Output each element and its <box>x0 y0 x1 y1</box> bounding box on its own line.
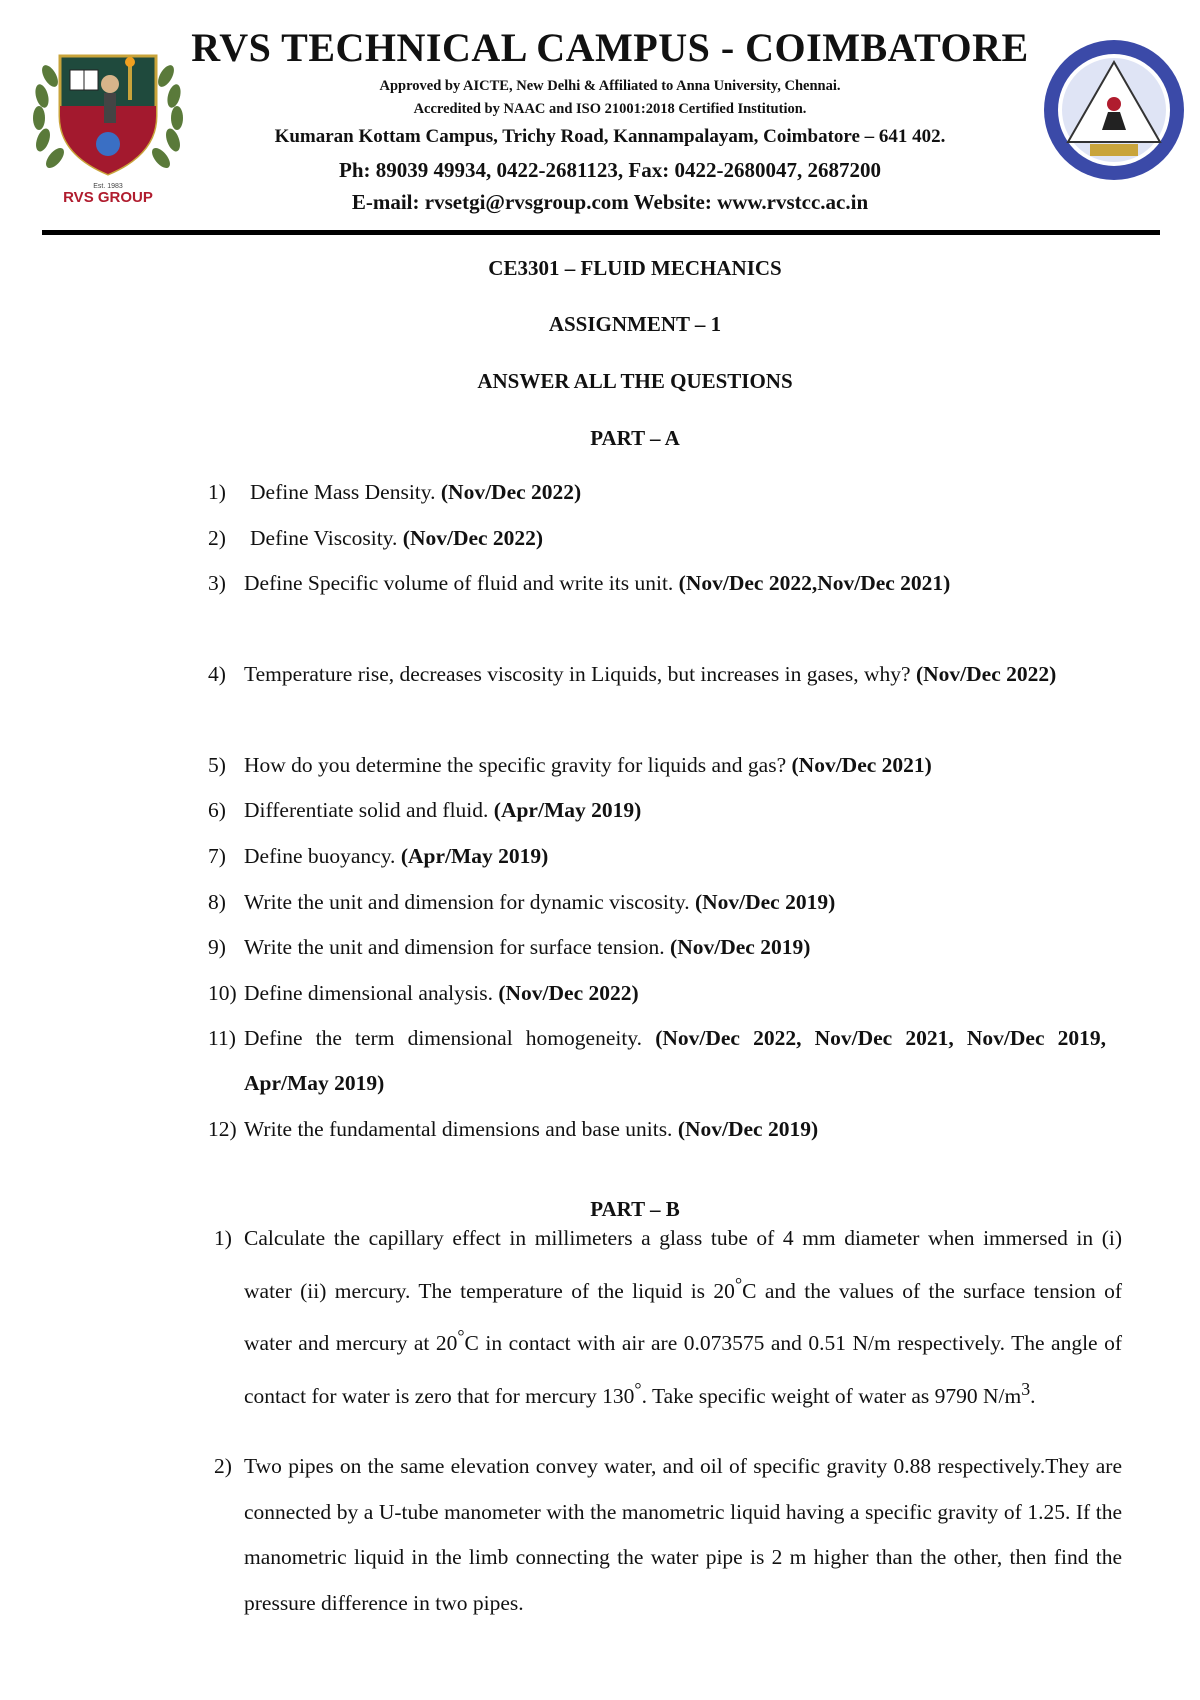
rvs-group-crest-icon <box>28 36 188 206</box>
question-text: Write the unit and dimension for surface tension. <box>244 935 665 959</box>
question-number: 1) <box>208 480 226 504</box>
instruction-line: ANSWER ALL THE QUESTIONS <box>477 369 793 393</box>
degree-symbol: ° <box>634 1378 642 1399</box>
question-years: (Nov/Dec 2022) <box>915 662 1057 686</box>
question-years: (Nov/Dec 2021) <box>791 753 932 777</box>
question-years: (Apr/May 2019) <box>493 798 642 822</box>
question-years: (Nov/Dec 2019) <box>677 1117 819 1141</box>
question-years: (Nov/Dec 2019) <box>670 935 811 959</box>
question-text: Differentiate solid and fluid. <box>244 798 489 822</box>
part-b-title: PART – B <box>590 1197 680 1221</box>
question-number: 9) <box>208 935 226 959</box>
letterhead <box>0 0 1200 232</box>
course-title: CE3301 – FLUID MECHANICS <box>488 256 782 280</box>
assignment-title: ASSIGNMENT – 1 <box>548 312 722 336</box>
college-name: RVS TECHNICAL CAMPUS - COIMBATORE <box>191 25 1029 70</box>
question-text-part: Calculate the capillary effect in millimeters a glass tube of 4 mm diameter when immersed in (i) water (ii) mercury. The temperature of the liquid is 20 <box>244 1226 1122 1303</box>
question-years: (Nov/Dec 2019) <box>694 890 836 914</box>
question-text: Define Specific volume of fluid and write its unit. <box>244 571 674 595</box>
question-years: (Nov/Dec 2022) <box>402 526 544 550</box>
question-number: 3) <box>208 571 226 595</box>
question-number: 5) <box>208 753 226 777</box>
superscript: 3 <box>1021 1378 1031 1399</box>
question-number: 2) <box>214 1454 232 1478</box>
question-text-part: C in contact with air are 0.073575 and 0.51 N/m respectively. The angle of contact for water is zero that for mercury 130 <box>244 1331 1122 1408</box>
phone-line: Ph: 89039 49934, 0422-2681123, Fax: 0422-2680047, 2687200 <box>339 158 881 182</box>
question-years: (Apr/May 2019) <box>400 844 549 868</box>
question-number: 1) <box>214 1226 232 1250</box>
question-text-part: . <box>1030 1383 1036 1408</box>
question-text <box>244 1216 1122 1419</box>
question-number: 11) <box>208 1026 236 1050</box>
question-text: Define buoyancy. <box>244 844 396 868</box>
address-line: Kumaran Kottam Campus, Trichy Road, Kannampalayam, Coimbatore – 641 402. <box>274 126 946 147</box>
question-text: Temperature rise, decreases viscosity in Liquids, but increases in gases, why? <box>244 662 911 686</box>
question-text: Define the term dimensional homogeneity. <box>244 1026 643 1050</box>
question-number: 7) <box>208 844 226 868</box>
question-text: How do you determine the specific gravity for liquids and gas? <box>244 753 787 777</box>
question-text: Two pipes on the same elevation convey water, and oil of specific gravity 0.88 respectively.They are connected by a U-tube manometer with the manometric liquid having a specific gravity of 1.25. If the manometric liquid in the limb connecting the water pipe is 2 m higher than the other, then find the pressure difference in two pipes. <box>244 1454 1122 1615</box>
question-years: (Nov/Dec 2022, Nov/Dec 2021, Nov/Dec 2019, Apr/May 2019) <box>244 1026 1106 1095</box>
question-years: (Nov/Dec 2022) <box>498 981 639 1005</box>
part-a-title: PART – A <box>590 426 680 450</box>
question-number: 10) <box>208 981 237 1005</box>
question-years: (Nov/Dec 2022,Nov/Dec 2021) <box>678 571 951 595</box>
question-number: 4) <box>208 662 226 686</box>
question-text: Write the unit and dimension for dynamic viscosity. <box>244 890 690 914</box>
question-number: 6) <box>208 798 226 822</box>
question-text: Define Viscosity. <box>250 526 398 550</box>
accreditation-line: Accredited by NAAC and ISO 21001:2018 Certified Institution. <box>413 101 807 117</box>
question-text-part: . Take specific weight of water as 9790 N/m <box>641 1383 1022 1408</box>
question-text: Define dimensional analysis. <box>244 981 493 1005</box>
question-number: 12) <box>208 1117 237 1141</box>
degree-symbol: ° <box>457 1326 465 1347</box>
question-years: (Nov/Dec 2022) <box>440 480 582 504</box>
approval-line: Approved by AICTE, New Delhi & Affiliated to Anna University, Chennai. <box>379 78 841 94</box>
question-text: Write the fundamental dimensions and base units. <box>244 1117 673 1141</box>
question-number: 2) <box>208 526 226 550</box>
rvs-technical-campus-seal-icon <box>1042 38 1186 182</box>
question-number: 8) <box>208 890 226 914</box>
degree-symbol: ° <box>734 1273 743 1294</box>
contact-line: E-mail: rvsetgi@rvsgroup.com Website: www.rvstcc.ac.in <box>351 190 869 214</box>
svg-text:Est. 1983: Est. 1983 <box>93 183 123 190</box>
header-rule <box>42 230 1160 235</box>
svg-text:RVS GROUP: RVS GROUP <box>63 189 153 206</box>
question-text: Define Mass Density. <box>250 480 436 504</box>
question-text-part: C and the values of the surface tension of water and mercury at 20 <box>244 1278 1122 1356</box>
